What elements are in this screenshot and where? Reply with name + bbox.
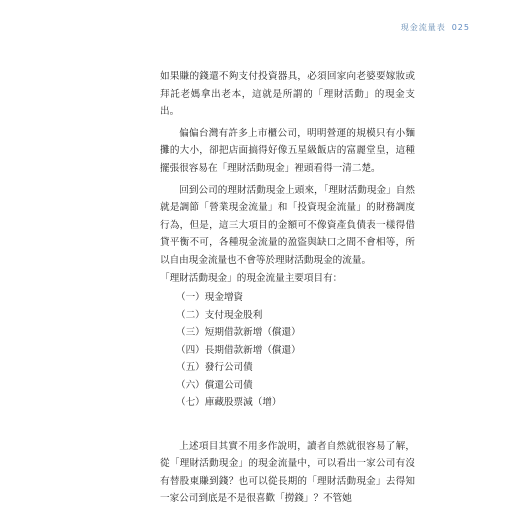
paragraph-4: 「理財活動現金」的現金流量主要項目有：: [160, 272, 343, 284]
list-item: （六）償還公司債: [176, 379, 253, 391]
page-body: [160, 68, 415, 508]
section-title: 現金流量表: [400, 23, 446, 32]
list-item: （二）支付現金股利: [176, 309, 263, 321]
list-item: （五）發行公司債: [176, 362, 253, 374]
running-header: [330, 22, 470, 33]
paragraph-3: 回到公司的理財活動現金上頭來，「理財活動現金」自然就是調節「營業現金流量」和「投資現金流量」的財務調度行為，但是，這三大項目的金額可不像資產負債表一樣得借貸平衡不可，各種現金流量的盈盜與缺口之間不會相等，所以自由現金流量也不會等於理財活動現金的流量。: [160, 184, 415, 266]
financing-items-list: [160, 289, 415, 412]
page-number: 025: [451, 23, 470, 32]
paragraph-2: 偏偏台灣有許多上市櫃公司，明明營運的規模只有小麵攤的大小，卻把店面搞得好像五星級飯店的富麗堂皇，這種擺張很容易在「理財活動現金」裡頭看得一清二楚。: [160, 127, 415, 174]
list-item: （七）庫藏股票減（增）: [176, 397, 282, 409]
paragraph-1: 如果賺的錢還不夠支付投資器具，必須回家向老婆要嫁妝或拜託老媽拿出老本，這就是所謂的「理財活動」的現金支出。: [160, 71, 415, 118]
paragraph-5: 上述項目其實不用多作說明，讀者自然就很容易了解，從「理財活動現金」的現金流量中，可以看出一家公司有沒有替股東賺到錢？也可以從長期的「理財活動現金」去得知一家公司到底是不是很喜歡「撈錢」？不管她: [160, 440, 415, 505]
list-item: （三）短期借款新增（償還）: [176, 327, 301, 339]
list-item: （四）長期借款新增（償還）: [176, 344, 301, 356]
list-item: （一）現金增資: [176, 292, 244, 304]
